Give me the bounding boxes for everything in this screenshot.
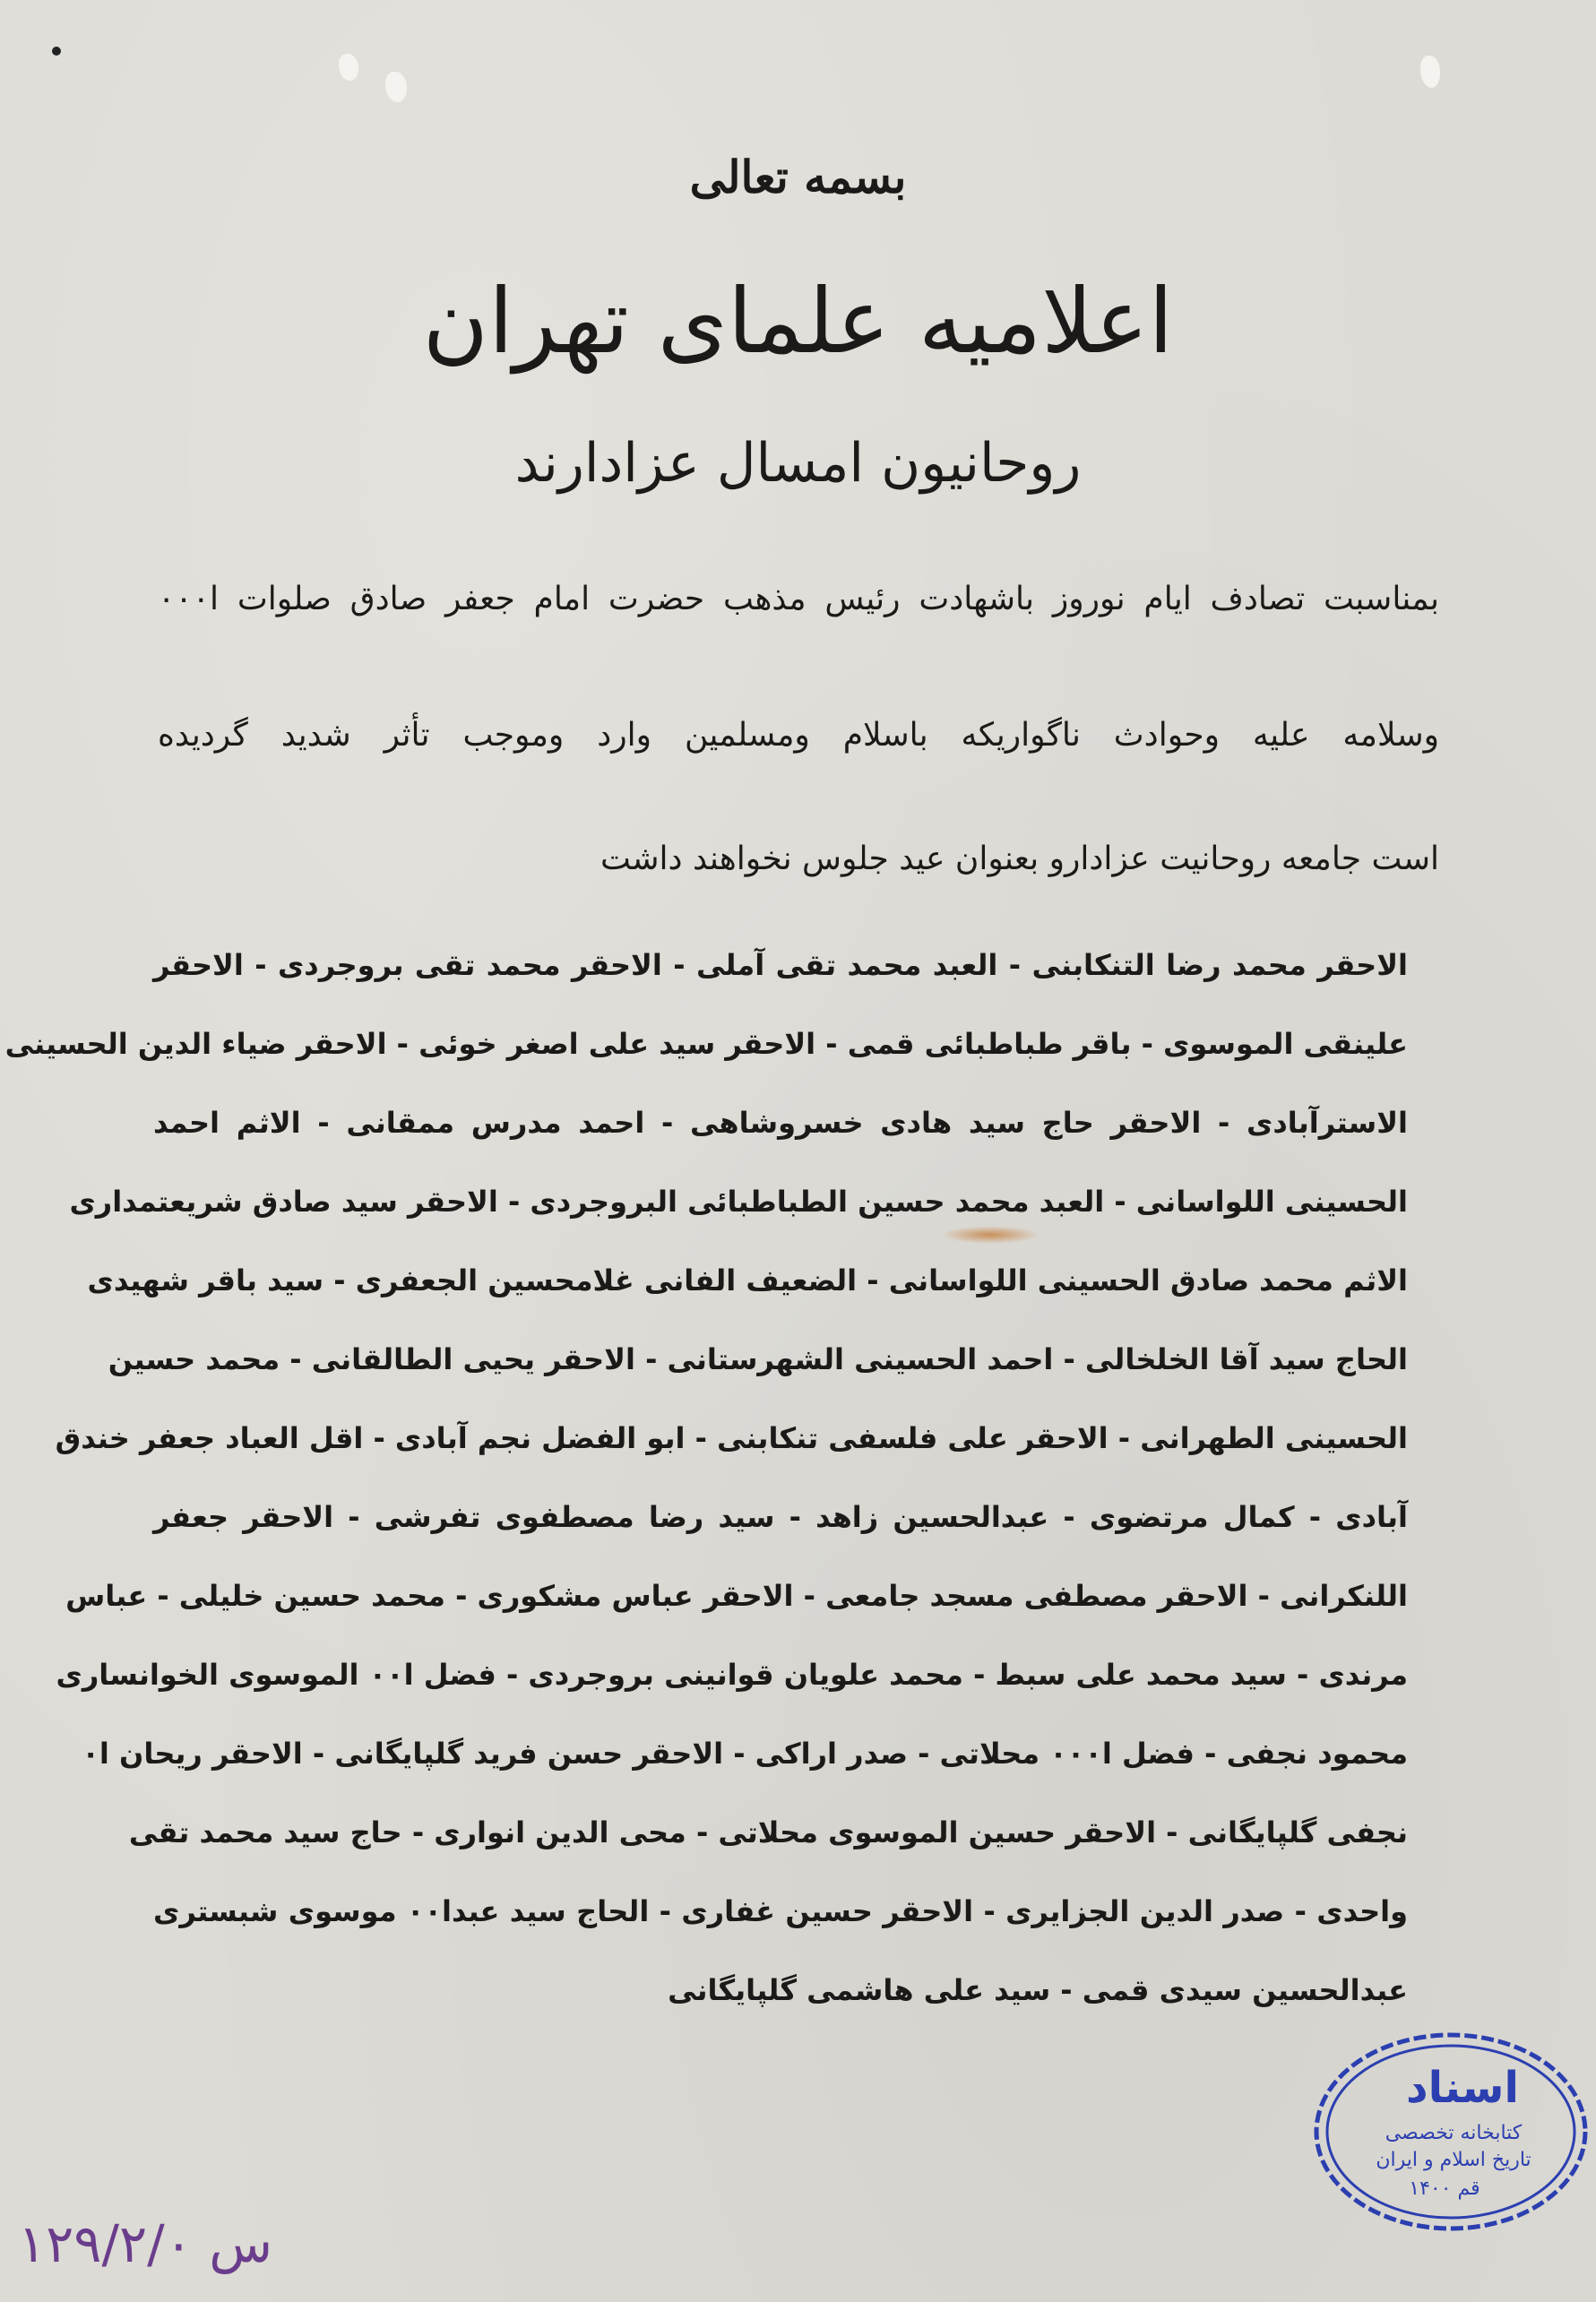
- punch-hole: [52, 47, 61, 56]
- archive-stamp: [1310, 2027, 1592, 2237]
- stamp-line: کتابخانه تخصصی: [1385, 2122, 1523, 2144]
- signature-line: الحاج سید آقا الخلخالی - احمد الحسینی الشهرستانی - الاحقر یحیی الطالقانی - محمد حسین: [108, 1342, 1408, 1376]
- signature-line: علینقی الموسوی - باقر طباطبائی قمی - الاحقر سید علی اصغر خوئی - الاحقر ضیاء الدین الحسینی: [4, 1027, 1408, 1061]
- signature-line: الاسترآبادی - الاحقر حاج سید هادی خسروشاهی - احمد مدرس ممقانی - الاثم احمد: [153, 1106, 1408, 1140]
- signature-line: آبادی - کمال مرتضوی - عبدالحسین زاهد - سید رضا مصطفوی تفرشی - الاحقر جعفر: [153, 1500, 1408, 1534]
- body-line: بمناسبت تصادف ایام نوروز باشهادت رئیس مذهب حضرت امام جعفر صادق صلوات ا۰۰۰: [158, 581, 1439, 617]
- signature-line: محمود نجفی - فضل ا۰۰۰ محلاتی - صدر اراکی - الاحقر حسن فرید گلپایگانی - الاحقر ریحان ا۰: [82, 1737, 1408, 1771]
- signature-line: واحدی - صدر الدین الجزایری - الاحقر حسین غفاری - الحاج سید عبدا۰۰ موسوی شبستری: [153, 1894, 1409, 1928]
- page-subtitle: روحانیون امسال عزادارند: [514, 432, 1082, 495]
- signature-line: الحسینی اللواسانی - العبد محمد حسین الطباطبائی البروجردی - الاحقر سید صادق شریعتمداری: [69, 1185, 1408, 1219]
- archive-number: س ۱۲۹/۲/۰: [18, 2213, 273, 2274]
- signature-line: الحسینی الطهرانی - الاحقر علی فلسفی تنکابنی - ابو الفضل نجم آبادی - اقل العباد جعفر خندق: [55, 1421, 1408, 1455]
- stamp-line: قم ۱۴۰۰: [1409, 2177, 1480, 2200]
- body-line: است جامعه روحانیت عزادارو بعنوان عید جلوس نخواهند داشت: [600, 841, 1439, 877]
- paper-stain: [941, 1226, 1040, 1244]
- invocation: بسمه تعالی: [689, 151, 907, 203]
- paper-tear: [339, 54, 358, 81]
- signature-line: نجفی گلپایگانی - الاحقر حسین الموسوی محلاتی - محی الدین انواری - حاج سید محمد تقی: [128, 1815, 1408, 1849]
- paper-tear: [385, 72, 407, 102]
- signature-line: مرندی - سید محمد علی سبط - محمد علویان قوانینی بروجردی - فضل ا۰۰ الموسوی الخوانساری: [56, 1658, 1408, 1692]
- signature-line: الاحقر محمد رضا التنکابنی - العبد محمد تقی آملی - الاحقر محمد تقی بروجردی - الاحقر: [153, 948, 1408, 982]
- paper-tear: [1420, 56, 1440, 88]
- page-title: اعلامیه علمای تهران: [422, 269, 1174, 374]
- signature-line: اللنکرانی - الاحقر مصطفی مسجد جامعی - الاحقر عباس مشکوری - محمد حسین خلیلی - عباس: [65, 1579, 1408, 1613]
- stamp-line: تاریخ اسلام و ایران: [1376, 2149, 1531, 2171]
- signature-line: عبدالحسین سیدی قمی - سید علی هاشمی گلپایگانی: [668, 1973, 1408, 2007]
- signature-line: الاثم محمد صادق الحسینی اللواسانی - الضعیف الفانی غلامحسین الجعفری - سید باقر شهیدی: [87, 1263, 1408, 1298]
- stamp-title: اسناد: [1406, 2063, 1519, 2113]
- body-line: وسلامه علیه وحوادث ناگواریکه باسلام ومسلمین وارد وموجب تأثر شدید گردیده: [158, 717, 1439, 754]
